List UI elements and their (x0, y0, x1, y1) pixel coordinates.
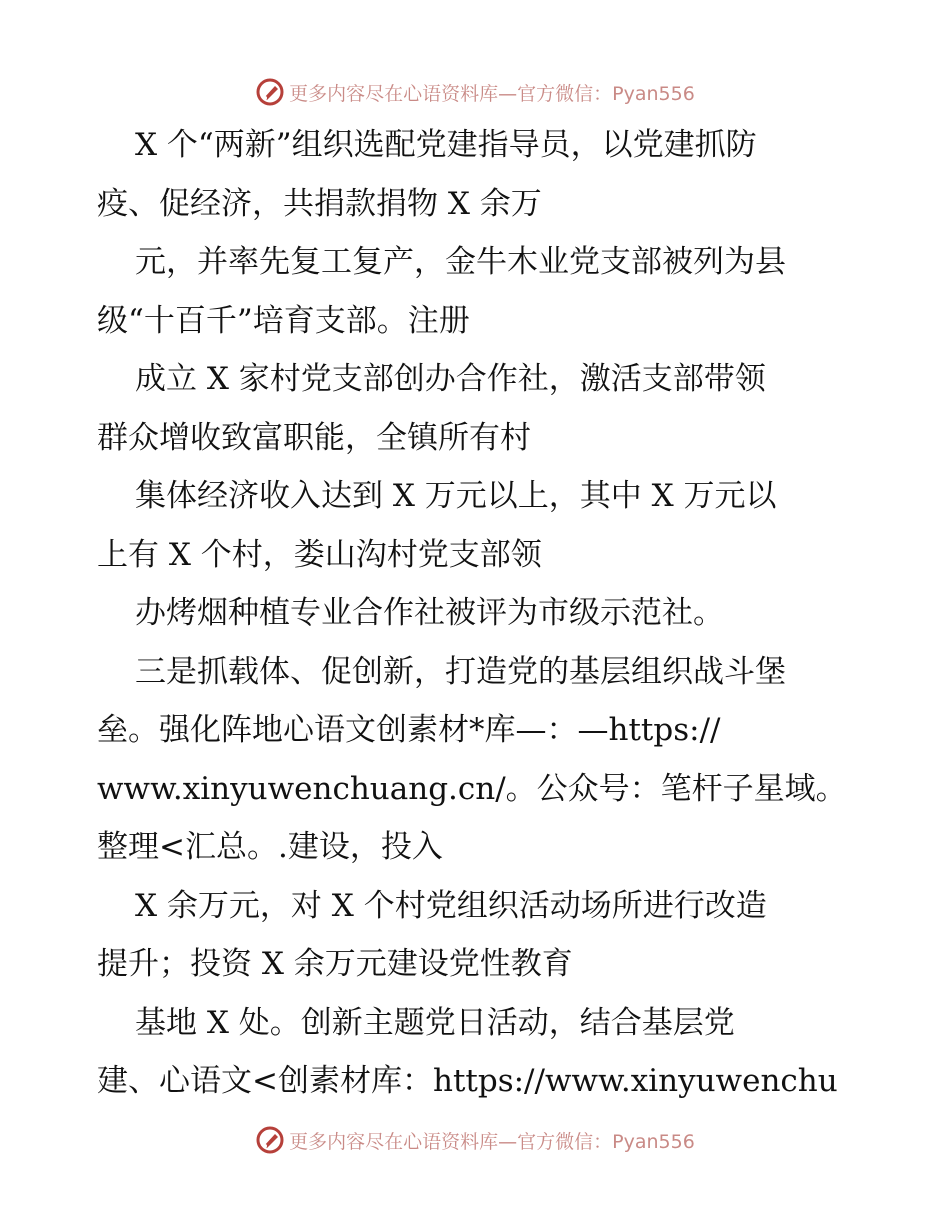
text-line: 元，并率先复工复产，金牛木业党支部被列为县 (135, 244, 786, 280)
text-line: 上有 X 个村，娄山沟村党支部领 (97, 536, 542, 573)
text-line: 建、心语文<创素材库：https://www.xinyuwenchu (97, 1063, 838, 1099)
pen-logo-icon (255, 1125, 285, 1155)
text-line: 办烤烟种植专业合作社被评为市级示范社。 (135, 595, 724, 631)
text-line: 级“十百千”培育支部。注册 (97, 302, 470, 339)
text-line: 垒。强化阵地心语文创素材*库—：—https:// (97, 712, 721, 748)
text-line: X 个“两新”组织选配党建指导员，以党建抓防 (135, 127, 757, 163)
text-line: 三是抓载体、促创新，打造党的基层组织战斗堡 (135, 653, 786, 690)
header-banner (0, 72, 950, 112)
pen-logo-icon (255, 77, 285, 107)
header-banner-text: 更多内容尽在心语资料库—官方微信：Pyan556 (289, 82, 695, 105)
text-line: 群众增收致富职能，全镇所有村 (97, 419, 531, 456)
text-line: 成立 X 家村党支部创办合作社，激活支部带领 (135, 361, 766, 397)
text-line: 疫、促经济，共捐款捐物 X 余万 (97, 185, 542, 222)
text-line: 集体经济收入达到 X 万元以上，其中 X 万元以 (135, 478, 777, 514)
text-line: 提升；投资 X 余万元建设党性教育 (97, 946, 573, 982)
text-line: 基地 X 处。创新主题党日活动，结合基层党 (135, 1004, 735, 1041)
footer-banner-text: 更多内容尽在心语资料库—官方微信：Pyan556 (289, 1130, 695, 1153)
document-body (97, 116, 857, 1111)
footer-banner (0, 1120, 950, 1160)
text-line: www.xinyuwenchuang.cn/。公众号：笔杆子星域。 (97, 770, 847, 807)
text-line: X 余万元，对 X 个村党组织活动场所进行改造 (135, 887, 767, 924)
text-line: 整理<汇总。.建设，投入 (97, 829, 443, 865)
